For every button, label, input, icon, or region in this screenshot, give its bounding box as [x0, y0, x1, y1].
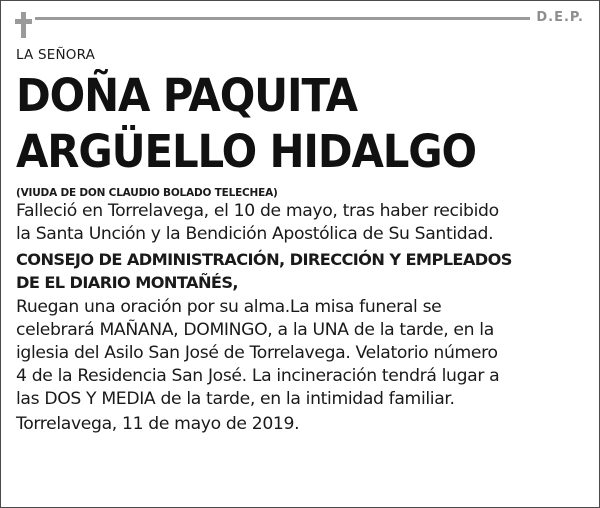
request-line-3: iglesia del Asilo San José de Torrelavega. Velatorio número	[16, 343, 498, 363]
request-line-1: Ruegan una oración por su alma.La misa funeral se	[16, 297, 442, 317]
request-line-2: celebrará MAÑANA, DOMINGO, a la UNA de la tarde, en la	[16, 320, 494, 340]
dep-mark: D.E.P.	[536, 10, 584, 25]
cross-icon	[15, 12, 32, 38]
death-statement	[16, 200, 586, 246]
organization	[16, 248, 586, 294]
obituary-content	[16, 44, 586, 436]
death-line-1: Falleció en Torrelavega, el 10 de mayo, tras haber recibido	[16, 201, 499, 221]
death-line-2: la Santa Unción y la Bendición Apostólica de Su Santidad.	[16, 224, 494, 244]
place-date: Torrelavega, 11 de mayo de 2019.	[16, 414, 300, 434]
salutation: LA SEÑORA	[16, 47, 96, 63]
organization-line-2: DE EL DIARIO MONTAÑÉS,	[16, 273, 238, 292]
header-rule	[35, 17, 530, 20]
request-line-5: las DOS Y MEDIA de la tarde, en la intimidad familiar.	[16, 389, 455, 409]
organization-line-1: CONSEJO DE ADMINISTRACIÓN, DIRECCIÓN Y EMPLEADOS	[16, 250, 512, 269]
widow-of: (VIUDA DE DON CLAUDIO BOLADO TELECHEA)	[16, 187, 278, 199]
name-line-1: DOÑA PAQUITA	[16, 69, 357, 122]
name-line-2: ARGÜELLO HIDALGO	[16, 125, 476, 178]
deceased-name	[16, 70, 586, 178]
funeral-request	[16, 296, 586, 411]
request-line-4: 4 de la Residencia San José. La incineración tendrá lugar a	[16, 366, 500, 386]
